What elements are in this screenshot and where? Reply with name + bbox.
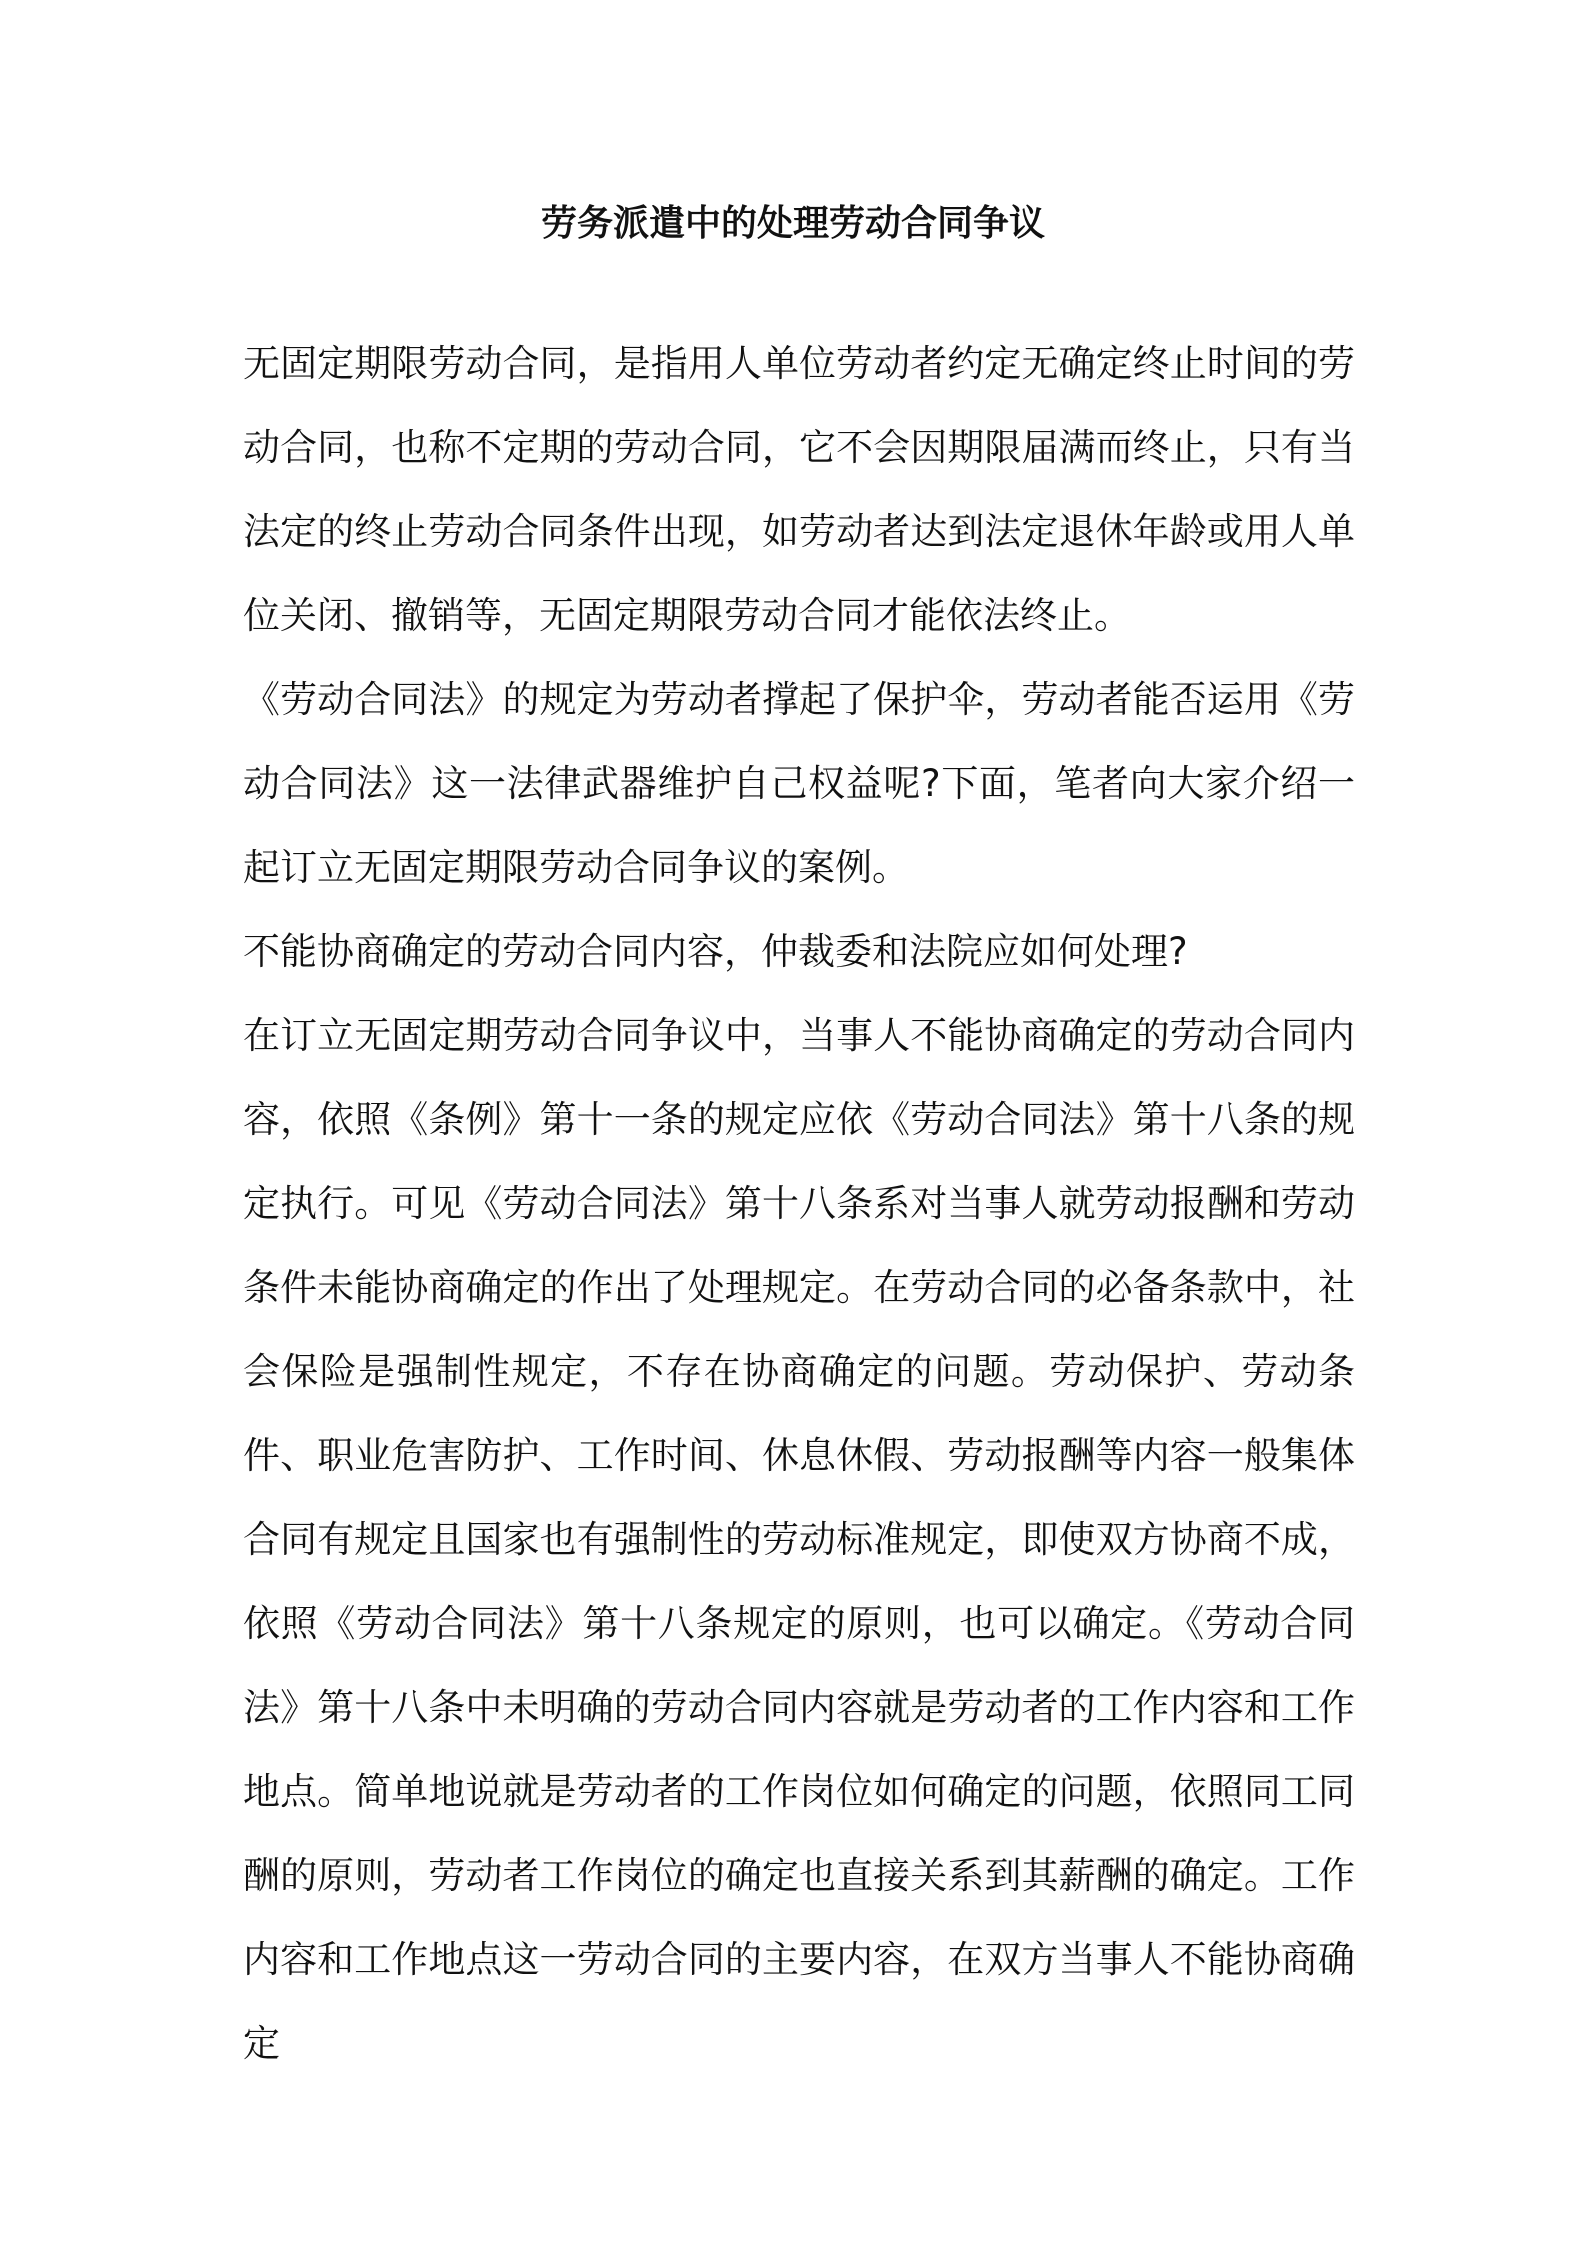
paragraph-3: 不能协商确定的劳动合同内容，仲裁委和法院应如何处理?	[243, 930, 1188, 973]
document-body	[243, 322, 1355, 2086]
document-title: 劳务派遣中的处理劳动合同争议	[540, 203, 1045, 244]
paragraph-1: 无固定期限劳动合同，是指用人单位劳动者约定无确定终止时间的劳动合同，也称不定期的劳动合同，它不会因期限届满而终止，只有当法定的终止劳动合同条件出现，如劳动者达到法定退休年龄或用人单位关闭、撤销等，无固定期限劳动合同才能依法终止。	[243, 342, 1355, 637]
paragraph-4: 在订立无固定期劳动合同争议中，当事人不能协商确定的劳动合同内容，依照《条例》第十一条的规定应依《劳动合同法》第十八条的规定执行。可见《劳动合同法》第十八条系对当事人就劳动报酬和劳动条件未能协商确定的作出了处理规定。在劳动合同的必备条款中，社会保险是强制性规定，不存在协商确定的问题。劳动保护、劳动条件、职业危害防护、工作时间、休息休假、劳动报酬等内容一般集体合同有规定且国家也有强制性的劳动标准规定，即使双方协商不成，依照《劳动合同法》第十八条规定的原则，也可以确定。《劳动合同法》第十八条中未明确的劳动合同内容就是劳动者的工作内容和工作地点。简单地说就是劳动者的工作岗位如何确定的问题，依照同工同酬的原则，劳动者工作岗位的确定也直接关系到其薪酬的确定。工作内容和工作地点这一劳动合同的主要内容，在双方当事人不能协商确定	[243, 1014, 1355, 2065]
paragraph-2: 《劳动合同法》的规定为劳动者撑起了保护伞，劳动者能否运用《劳动合同法》这一法律武器维护自己权益呢?下面，笔者向大家介绍一起订立无固定期限劳动合同争议的案例。	[243, 678, 1355, 889]
